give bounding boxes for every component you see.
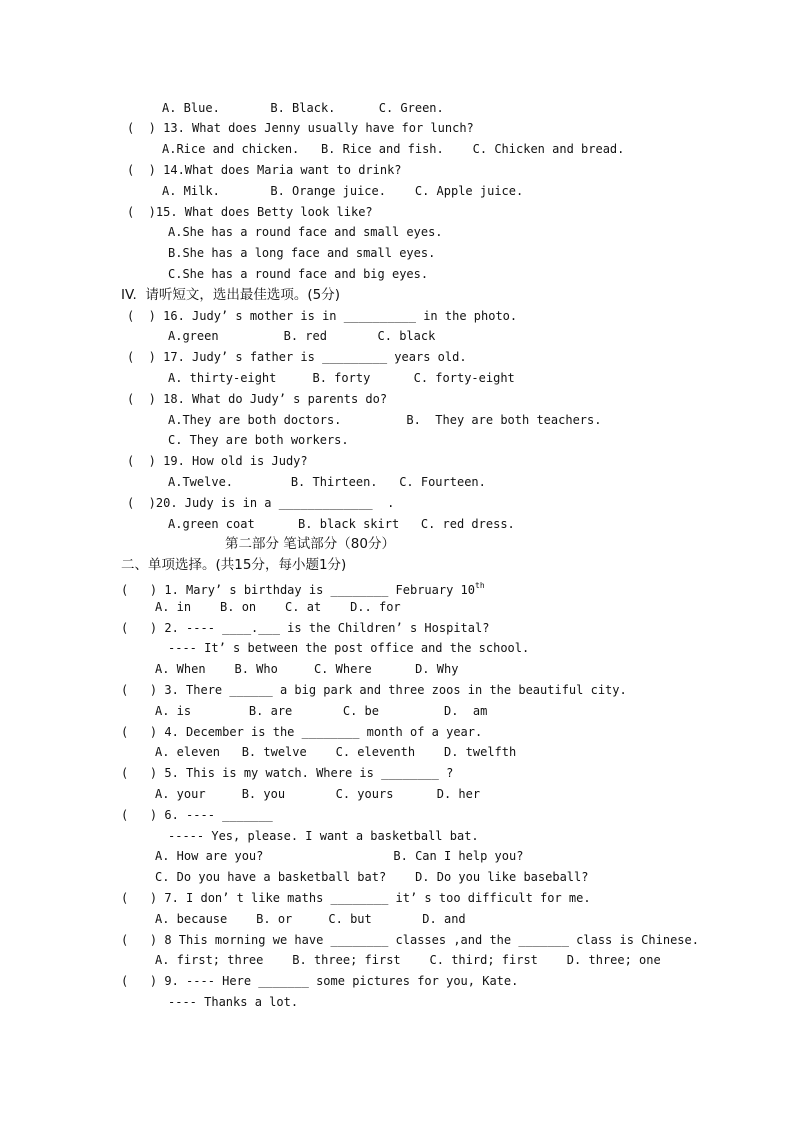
- section-2-heading: 二、单项选择。(共15分，每小题1分): [121, 557, 347, 573]
- q16-question: ( ) 16. Judy’ s mother is in __________ in the photo.: [127, 309, 518, 323]
- s2-q4-question: ( ) 4. December is the ________ month of a year.: [121, 725, 483, 739]
- s2-q1-superscript: th: [475, 581, 485, 590]
- q15-option-c: C.She has a round face and big eyes.: [168, 267, 429, 281]
- q17-options: A. thirty-eight B. forty C. forty-eight: [168, 371, 515, 385]
- s2-q6-options-cd: C. Do you have a basketball bat? D. Do you like baseball?: [155, 870, 589, 884]
- q18-question: ( ) 18. What do Judy’ s parents do?: [127, 392, 388, 406]
- s2-q7-question: ( ) 7. I don’ t like maths ________ it’ s too difficult for me.: [121, 891, 591, 905]
- s2-q2-options: A. When B. Who C. Where D. Why: [155, 662, 459, 676]
- q15-question: ( )15. What does Betty look like?: [127, 205, 373, 219]
- s2-q9-response: ---- Thanks a lot.: [168, 995, 299, 1009]
- s2-q1-question: [121, 578, 485, 597]
- s2-q3-question: ( ) 3. There ______ a big park and three zoos in the beautiful city.: [121, 683, 627, 697]
- q13-question: ( ) 13. What does Jenny usually have for lunch?: [127, 121, 474, 135]
- s2-q4-options: A. eleven B. twelve C. eleventh D. twelfth: [155, 745, 517, 759]
- s2-q5-question: ( ) 5. This is my watch. Where is ________ ?: [121, 766, 454, 780]
- q16-options: A.green B. red C. black: [168, 329, 436, 343]
- q18-options-ab: A.They are both doctors. B. They are both teachers.: [168, 413, 602, 427]
- q20-question: ( )20. Judy is in a _____________ .: [127, 496, 395, 510]
- s2-q5-options: A. your B. you C. yours D. her: [155, 787, 481, 801]
- q14-question: ( ) 14.What does Maria want to drink?: [127, 163, 402, 177]
- s2-q3-options: A. is B. are C. be D. am: [155, 704, 488, 718]
- q18-option-c: C. They are both workers.: [168, 433, 349, 447]
- s2-q6-dialogue: ----- Yes, please. I want a basketball bat.: [168, 829, 479, 843]
- q17-question: ( ) 17. Judy’ s father is _________ years old.: [127, 350, 467, 364]
- q13-options: A.Rice and chicken. B. Rice and fish. C. Chicken and bread.: [162, 142, 625, 156]
- s2-q9-question: ( ) 9. ---- Here _______ some pictures for you, Kate.: [121, 974, 519, 988]
- q12-options: A. Blue. B. Black. C. Green.: [162, 101, 444, 115]
- q15-option-b: B.She has a long face and small eyes.: [168, 246, 436, 260]
- q19-options: A.Twelve. B. Thirteen. C. Fourteen.: [168, 475, 486, 489]
- s2-q1-text: ( ) 1. Mary’ s birthday is ________ February 10: [121, 583, 476, 597]
- s2-q6-question: ( ) 6. ---- _______: [121, 808, 273, 822]
- s2-q2-question: ( ) 2. ---- ____.___ is the Children’ s Hospital?: [121, 621, 490, 635]
- section-iv-heading: IV. 请听短文，选出最佳选项。(5分): [121, 287, 340, 303]
- q19-question: ( ) 19. How old is Judy?: [127, 454, 308, 468]
- s2-q8-question: ( ) 8 This morning we have ________ classes ,and the _______ class is Chinese.: [121, 933, 699, 947]
- q15-option-a: A.She has a round face and small eyes.: [168, 225, 443, 239]
- q14-options: A. Milk. B. Orange juice. C. Apple juice.: [162, 184, 524, 198]
- s2-q6-options-ab: A. How are you? B. Can I help you?: [155, 849, 524, 863]
- s2-q8-options: A. first; three B. three; first C. third; first D. three; one: [155, 953, 661, 967]
- s2-q2-answer-line: ---- It’ s between the post office and the school.: [168, 641, 530, 655]
- part-two-heading: 第二部分 笔试部分（80分）: [225, 536, 395, 552]
- q20-options: A.green coat B. black skirt C. red dress.: [168, 517, 515, 531]
- s2-q1-options: A. in B. on C. at D.. for: [155, 600, 401, 614]
- s2-q7-options: A. because B. or C. but D. and: [155, 912, 466, 926]
